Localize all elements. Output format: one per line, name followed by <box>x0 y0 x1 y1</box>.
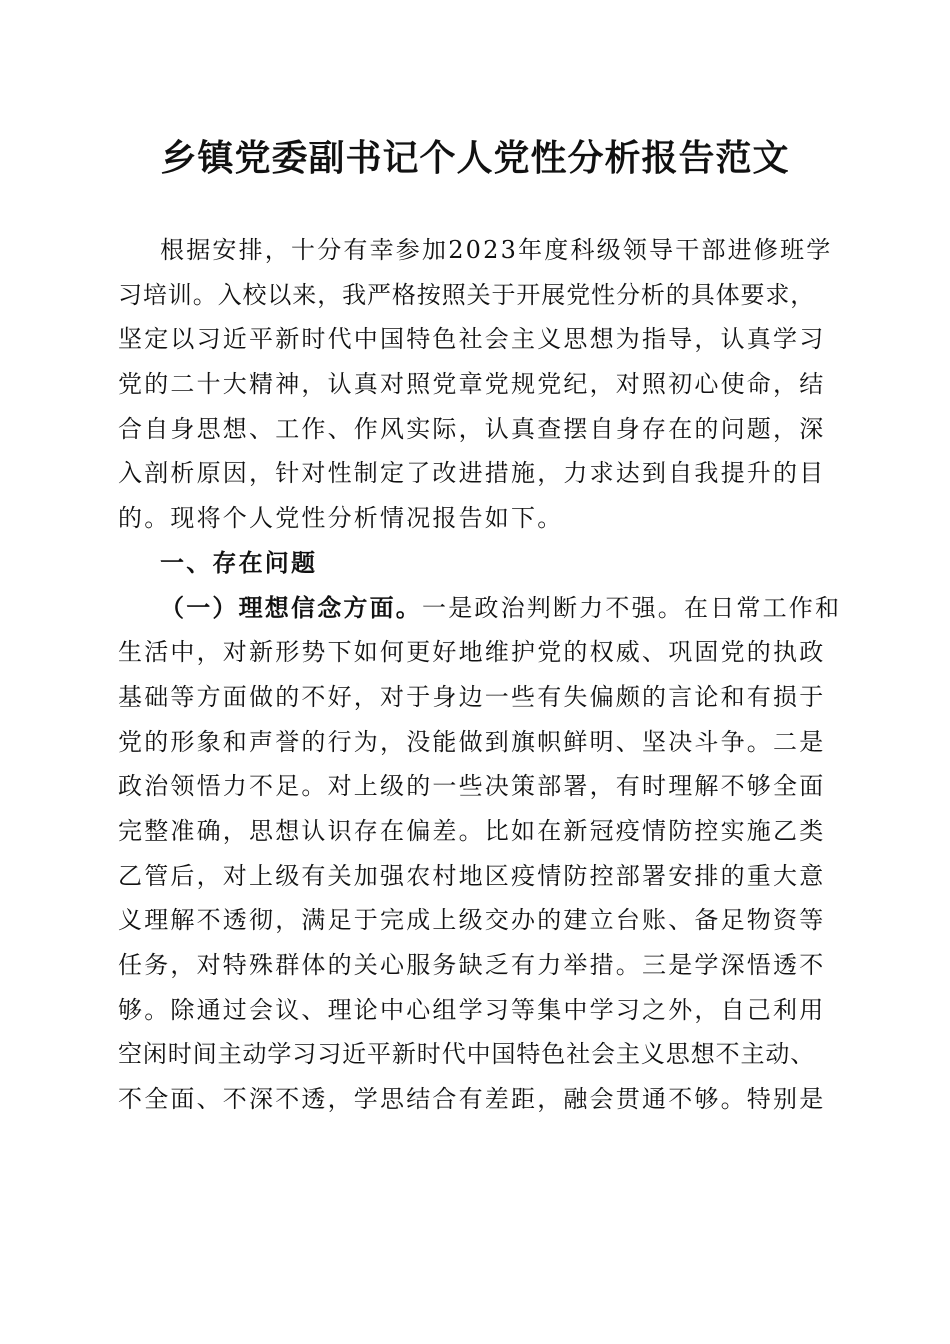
paragraph-line: 习培训。入校以来，我严格按照关于开展党性分析的具体要求， <box>118 280 816 309</box>
paragraph-line: 不全面、不深不透，学思结合有差距，融会贯通不够。特别是 <box>118 1085 826 1114</box>
paragraph-line: 基础等方面做的不好，对于身边一些有失偏颇的言论和有损于 <box>118 682 826 711</box>
paragraph-line: 生活中，对新形势下如何更好地维护党的权威、巩固党的执政 <box>118 638 826 667</box>
paragraph-line: 根据安排，十分有幸参加2023年度科级领导干部进修班学 <box>160 236 833 264</box>
paragraph-line: 完整准确，思想认识存在偏差。比如在新冠疫情防控实施乙类 <box>118 816 826 845</box>
subsection-text: 一是政治判断力不强。在日常工作和 <box>422 593 842 622</box>
paragraph-line: 政治领悟力不足。对上级的一些决策部署，有时理解不够全面 <box>118 772 826 801</box>
paragraph-line: 党的二十大精神，认真对照党章党规党纪，对照初心使命，结 <box>118 370 826 399</box>
document-body <box>118 228 842 1122</box>
paragraph-line: 空闲时间主动学习习近平新时代中国特色社会主义思想不主动、 <box>118 1040 816 1069</box>
paragraph-line: 义理解不透彻，满足于完成上级交办的建立台账、备足物资等 <box>118 906 826 935</box>
subsection-heading: （一）理想信念方面。 <box>160 592 422 622</box>
paragraph-line: 入剖析原因，针对性制定了改进措施，力求达到自我提升的目 <box>118 459 826 488</box>
paragraph-line: 够。除通过会议、理论中心组学习等集中学习之外，自己利用 <box>118 995 826 1024</box>
section-heading: 一、存在问题 <box>160 547 318 577</box>
paragraph-line: 的。现将个人党性分析情况报告如下。 <box>118 504 564 533</box>
subsection-line <box>118 586 842 631</box>
paragraph-line: 坚定以习近平新时代中国特色社会主义思想为指导，认真学习 <box>118 325 826 354</box>
paragraph-line: 合自身思想、工作、作风实际，认真查摆自身存在的问题，深 <box>118 414 826 443</box>
paragraph-line: 任务，对特殊群体的关心服务缺乏有力举措。三是学深悟透不 <box>118 951 826 979</box>
document-title: 乡镇党委副书记个人党性分析报告范文 <box>160 137 790 179</box>
paragraph-line: 党的形象和声誉的行为，没能做到旗帜鲜明、坚决斗争。二是 <box>118 727 826 756</box>
paragraph-line: 乙管后，对上级有关加强农村地区疫情防控部署安排的重大意 <box>118 861 826 890</box>
